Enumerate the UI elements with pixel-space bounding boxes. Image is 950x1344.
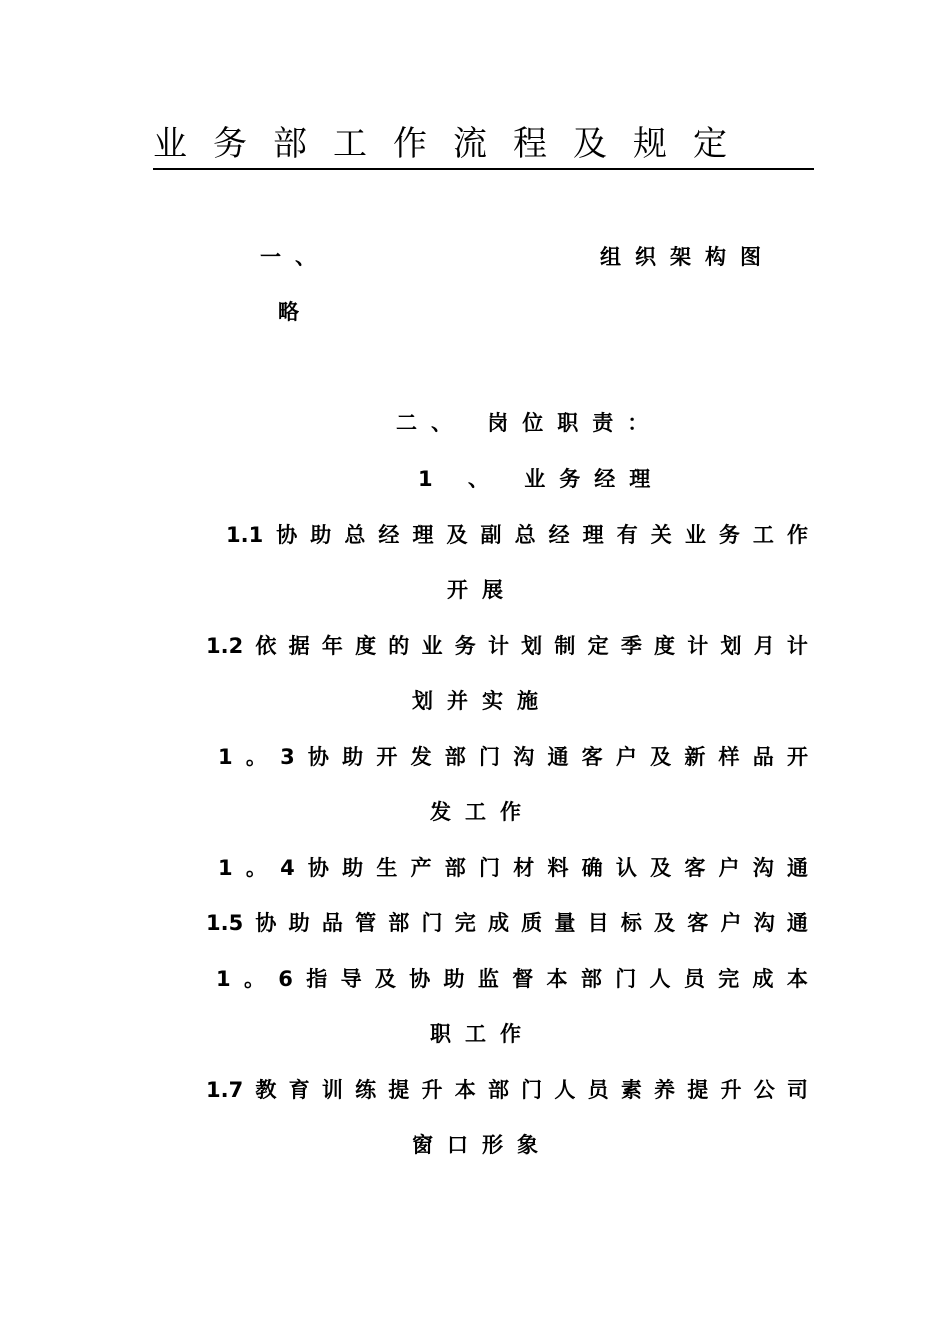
section-2-heading: 二、 岗位职责：	[396, 411, 663, 435]
item-1-3-line2: 发工作	[430, 800, 535, 824]
item-1-1-line2: 开展	[447, 578, 517, 602]
section-2-subheading: 1 、 业务经理	[418, 467, 665, 491]
section-1-content: 略	[278, 300, 313, 324]
item-1-7-line1: 1.7 教 育 训 练 提 升 本 部 门 人 员 素 养 提 升 公 司	[206, 1078, 808, 1102]
section-1-heading: 组织架构图	[600, 245, 775, 269]
item-1-4-line1: 1 。 4 协 助 生 产 部 门 材 料 确 认 及 客 户 沟 通	[218, 856, 808, 880]
item-1-2-line1: 1.2 依 据 年 度 的 业 务 计 划 制 定 季 度 计 划 月 计	[206, 634, 808, 658]
section-1-number: 一、	[260, 245, 330, 269]
document-title: 业务部工作流程及规定	[153, 122, 814, 170]
item-1-6-line2: 职工作	[430, 1022, 535, 1046]
item-1-2-line2: 划并实施	[412, 689, 552, 713]
item-1-7-line2: 窗口形象	[412, 1133, 552, 1157]
item-1-3-line1: 1 。 3 协 助 开 发 部 门 沟 通 客 户 及 新 样 品 开	[218, 745, 808, 769]
item-1-6-line1: 1 。 6 指 导 及 协 助 监 督 本 部 门 人 员 完 成 本	[216, 967, 808, 991]
item-1-1-line1: 1.1 协 助 总 经 理 及 副 总 经 理 有 关 业 务 工 作	[226, 523, 808, 547]
item-1-5-line1: 1.5 协 助 品 管 部 门 完 成 质 量 目 标 及 客 户 沟 通	[206, 911, 808, 935]
